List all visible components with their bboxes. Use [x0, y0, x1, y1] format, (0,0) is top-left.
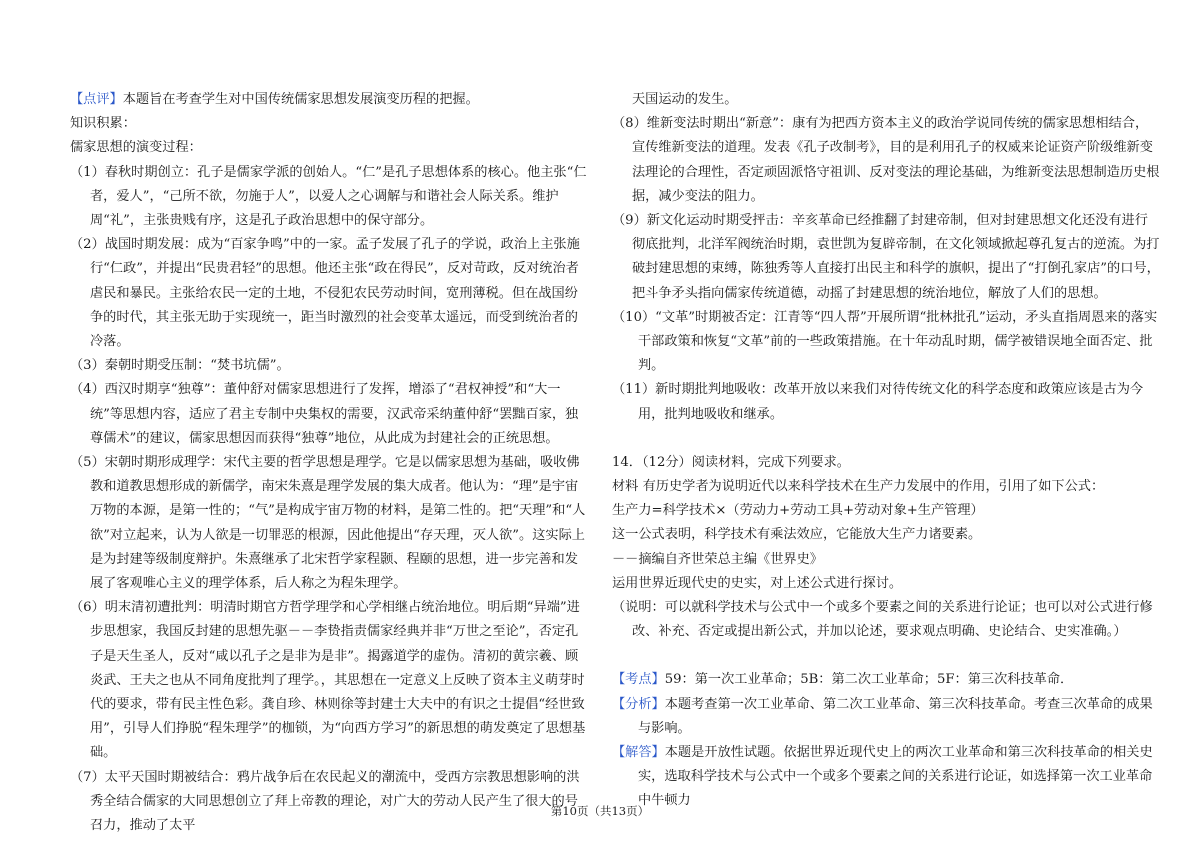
comment-tag: 【点评】 — [70, 92, 123, 107]
list-item: （9）新文化运动时期受抨击：辛亥革命已经推翻了封建帝制，但对封建思想文化还没有进行彻底批判，北洋军阀统治时期，袁世凯为复辟帝制，在文化领域掀起尊孔复古的逆流。为打破封建思想的束缚，陈独秀等人直接打出民主和科学的旗帜，提出了“打倒孔家店”的口号，把斗争矛头指向儒家传统道德，动摇了封建思想的统治地位，解放了人们的思想。 — [612, 213, 1160, 301]
comment-text: 本题旨在考查学生对中国传统儒家思想发展演变历程的把握。 — [122, 92, 479, 107]
knowledge-heading: 知识积累： — [70, 116, 136, 132]
material-text: 材料 有历史学者为说明近代以来科学技术在生产力发展中的作用，引用了如下公式： — [612, 479, 1105, 495]
spacer — [612, 644, 1160, 668]
formula-explanation: 这一公式表明，科学技术有乘法效应，它能放大生产力诸要素。 — [612, 527, 982, 543]
jieda-tag: 【解答】 — [612, 745, 665, 761]
list-item: （7）太平天国时期被结合：鸦片战争后在农民起义的潮流中，受西方宗教思想影响的洪秀全结合儒家的大同思想创立了拜上帝教的理论，对广大的劳动人民产生了很大的号召力，推动了太平 — [70, 769, 580, 834]
kaodian-tag: 【考点】 — [612, 672, 665, 688]
comment-paragraph — [70, 88, 590, 112]
task-text: 运用世界近现代史的史实，对上述公式进行探讨。 — [612, 575, 903, 591]
right-column — [612, 88, 1160, 814]
fenxi-text: 本题考查第一次工业革命、第二次工业革命、第三次科技革命。考查三次革命的成果与影响。 — [638, 696, 1153, 736]
list-item: （10）“文革”时期被否定：江青等“四人帮”开展所谓“批林批孔”运动，矛头直指周恩来的落实干部政策和恢复“文革”前的一些政策措施。在十年动乱时期，儒学被错误地全面否定、批判。 — [612, 309, 1158, 374]
list-item: （4）西汉时期享“独尊”：董仲舒对儒家思想进行了发挥，增添了“君权神授”和“大一统”等思想内容，适应了君主专制中央集权的需要，汉武帝采纳董仲舒“罢黜百家，独尊儒术”的建议，儒家思想因而获得“独尊”地位，从此成为封建社会的正统思想。 — [70, 382, 579, 446]
list-item: （1）春秋时期创立：孔子是儒家学派的创始人。“仁”是孔子思想体系的核心。他主张“仁者，爱人”，“己所不欲，勿施于人”，以爱人之心调解与和谐社会人际关系。维护周“礼”，主张贵贱有序，这是孔子政治思想中的保守部分。 — [70, 164, 587, 229]
kaodian-text: 59：第一次工业革命；5B：第二次工业革命；5F：第三次科技革命． — [664, 672, 1074, 688]
fenxi-paragraph — [612, 693, 1160, 741]
list-item: （11）新时期批判地吸收：改革开放以来我们对待传统文化的科学态度和政策应该是古为今用，批判地吸收和继承。 — [612, 382, 1144, 422]
list-item: （2）战国时期发展：成为“百家争鸣”中的一家。孟子发展了孔子的学说，政治上主张施行“仁政”，并提出“民贵君轻”的思想。他还主张“政在得民”，反对苛政，反对统治者虐民和暴民。主张给农民一定的土地，不侵犯农民劳动时间，宽刑薄税。但在战国纷争的时代，其主张无助于实现统一，距当时激烈的社会变革太遥远，而受到统治者的冷落。 — [70, 237, 580, 350]
list-item: （6）明末清初遭批判：明清时期官方哲学理学和心学相继占统治地位。明后期“异端”进步思想家，我国反封建的思想先驱－－李贽指责儒家经典并非“万世之至论”，否定孔子是天生圣人，反对“咸以孔子之是非为是非”。揭露道学的虚伪。清初的黄宗羲、顾炎武、王夫之也从不同角度批判了理学。，其思想在一定意义上反映了资本主义萌芽时代的要求，带有民主性色彩。龚自珍、林则徐等封建士大夫中的有识之士提倡“经世致用”，引导人们挣脱“程朱理学”的枷锁，为“向西方学习”的新思想的萌发奠定了思想基础。 — [70, 600, 586, 761]
spacer — [612, 427, 1160, 451]
list-item: （8）维新变法时期出“新意”：康有为把西方资本主义的政治学说同传统的儒家思想相结合，宣传维新变法的道理。发表《孔子改制考》，目的是利用孔子的权威来论证资产阶级维新变法理论的合理性，否定顽固派恪守祖训、反对变法的理论基础，为维新变法思想制造历史根据，减少变法的阻力。 — [612, 116, 1160, 204]
formula-text: 生产力=科学技术×（劳动力+劳动工具+劳动对象+生产管理） — [612, 503, 984, 519]
list-item: （3）秦朝时期受压制：“焚书坑儒”。 — [70, 358, 290, 374]
fenxi-tag: 【分析】 — [612, 696, 665, 712]
jieda-text: 本题是开放性试题。依据世界近现代史上的两次工业革命和第三次科技革命的相关史实，选取科学技术与公式中一个或多个要素之间的关系进行论证，如选择第一次工业革命中牛顿力 — [638, 745, 1153, 809]
note-text: （说明：可以就科学技术与公式中一个或多个要素之间的关系进行论证；也可以对公式进行修改、补充、否定或提出新公式，并加以论述，要求观点明确、史论结合、史实准确。） — [612, 600, 1153, 640]
list-item: （5）宋朝时期形成理学：宋代主要的哲学思想是理学。它是以儒家思想为基础，吸收佛教和道教思想形成的新儒学，南宋朱熹是理学发展的集大成者。他认为：“理”是宇宙万物的本源，是第一性的；“气”是构成宇宙万物的材料，是第二性的。把“天理”和“人欲”对立起来，认为人欲是一切罪恶的根源，因此他提出“存天理，灭人欲”。这实际上是为封建等级制度辩护。朱熹继承了北宋哲学家程颢、程颐的思想，进一步完善和发展了客观唯心主义的理学体系，后人称之为程朱理学。 — [70, 455, 586, 592]
continuation-text: 天国运动的发生。 — [632, 92, 738, 107]
kaodian-paragraph — [612, 668, 1160, 692]
evolution-heading: 儒家思想的演变过程： — [70, 140, 202, 156]
question-title: 14．（12分）阅读材料，完成下列要求。 — [612, 454, 850, 470]
source-citation: －－摘编自齐世荣总主编《世界史》 — [612, 551, 823, 567]
page-number: 第10页（共13页） — [550, 804, 650, 818]
left-column — [70, 88, 590, 838]
